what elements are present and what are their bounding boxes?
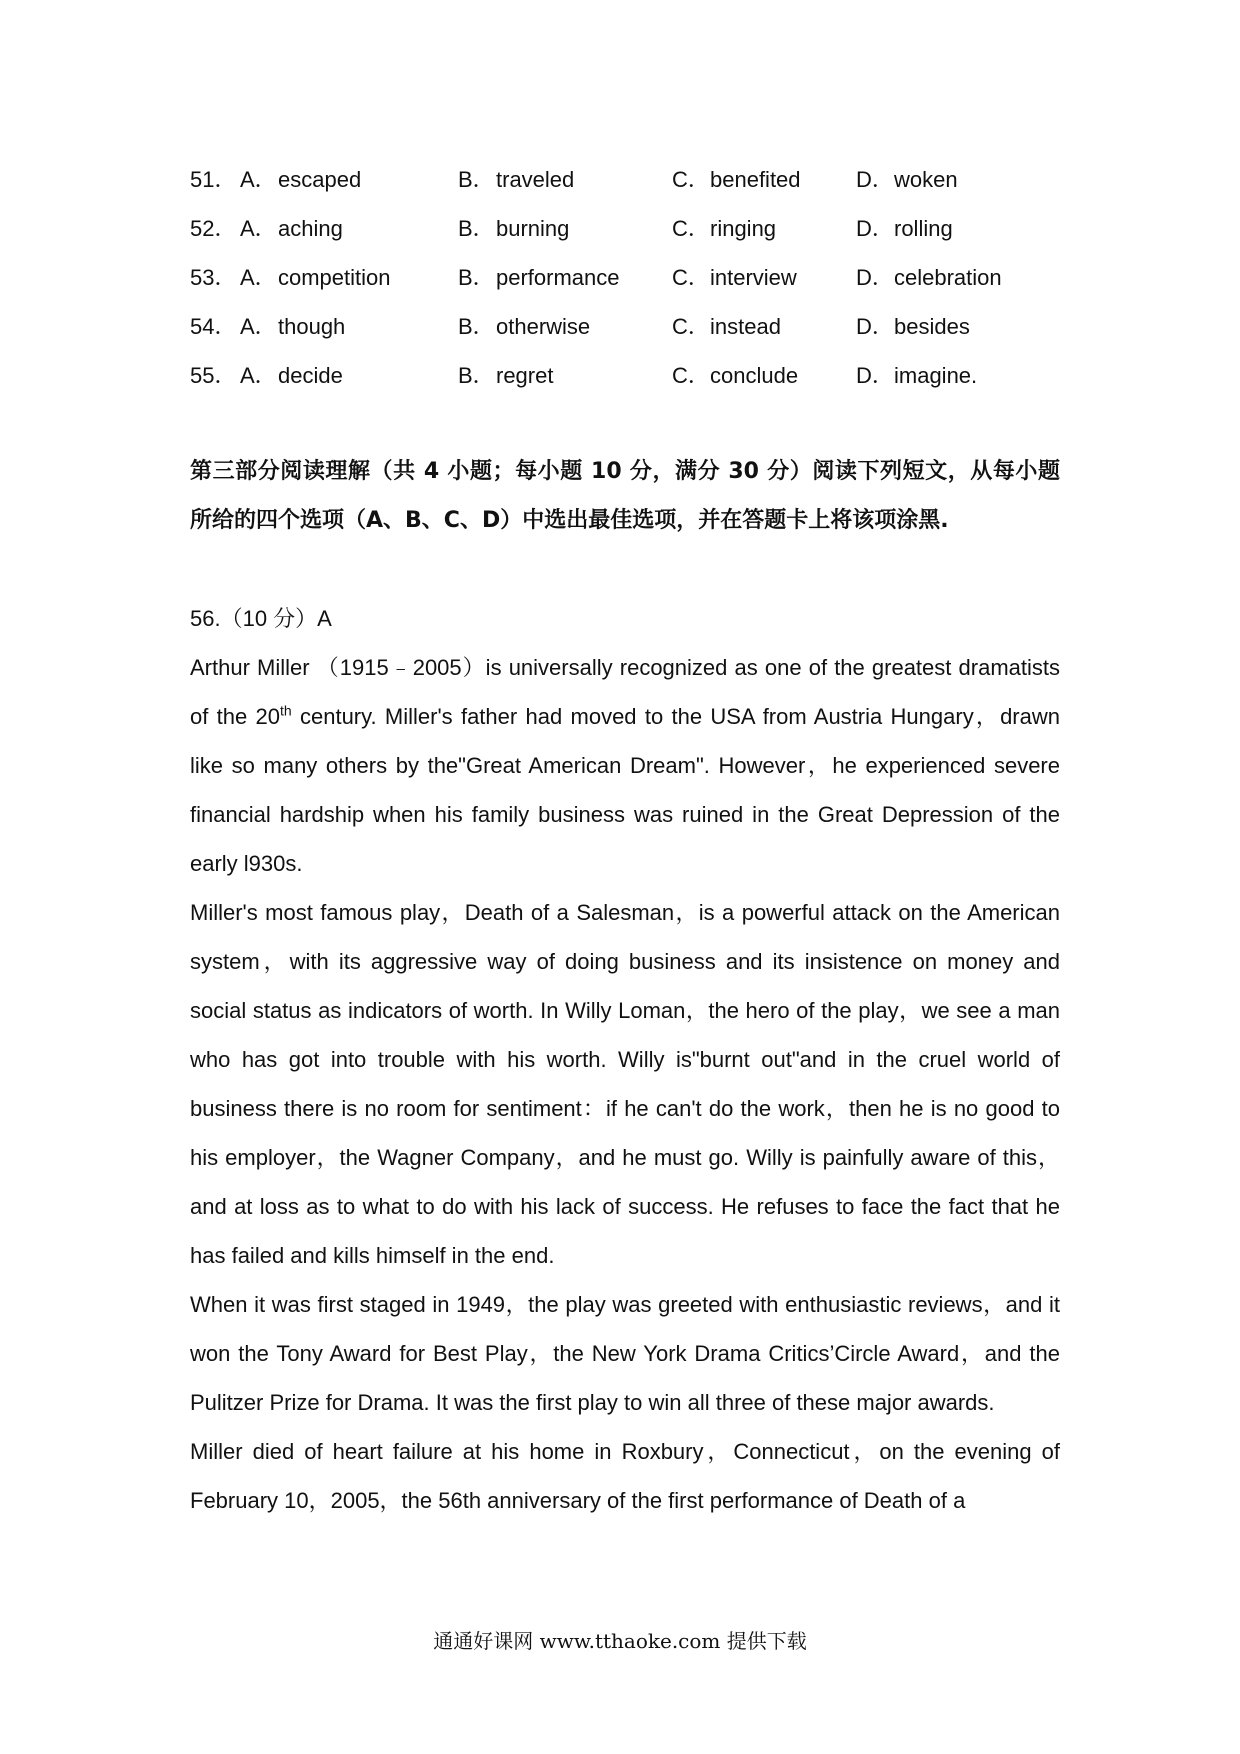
passage-paragraph-4: Miller died of heart failure at his home in Roxbury，Connecticut，on the evening of February 10，2005，the 56th anniversary of the first performance of Death of a [190, 1439, 1060, 1513]
option-c [672, 204, 776, 253]
option-text: otherwise [496, 314, 591, 339]
section-heading: 第三部分阅读理解（共 4 小题；每小题 10 分，满分 30 分）阅读下列短文，从每小题所给的四个选项（A、B、C、D）中选出最佳选项，并在答题卡上将该项涂黑. [190, 459, 1060, 533]
option-b [458, 204, 569, 253]
option-c [672, 253, 797, 302]
option-text: interview [710, 265, 797, 290]
option-b [458, 351, 553, 400]
option-text: besides [894, 314, 970, 339]
question-number: 52． [190, 216, 237, 241]
question-number: 54． [190, 314, 237, 339]
choice-row [190, 204, 1090, 253]
option-letter: C． [672, 363, 710, 388]
option-text: imagine. [894, 363, 978, 388]
reading-passage [190, 643, 1060, 1525]
paragraph-text: Arthur Miller （1915﹣2005）is universally recognized as one of the greatest dramatists of the 20 [190, 655, 1060, 729]
option-letter: A． [240, 167, 277, 192]
choice-row [190, 155, 1090, 204]
option-letter: D． [856, 314, 894, 339]
option-text: escaped [278, 167, 362, 192]
option-a [240, 204, 343, 253]
option-text: woken [894, 167, 958, 192]
option-d [856, 204, 953, 253]
passage-paragraph-2: Miller's most famous play，Death of a Salesman，is a powerful attack on the American system，with its aggressive way of doing business and its insistence on money and social status as indicators of worth. In Willy Loman，the hero of the play，we see a man who has got into trouble with his worth. Willy is"burnt out"and in the cruel world of business there is no room for sentiment：if he can't do the work，then he is no good to his employer，the Wagner Company，and he must go. Willy is painfully aware of this，and at loss as to what to do with his lack of success. He refuses to face the fact that he has failed and kills himself in the end. [190, 900, 1060, 1268]
question-number: 51． [190, 167, 237, 192]
option-letter: C． [672, 265, 710, 290]
choice-row [190, 351, 1090, 400]
option-b [458, 302, 590, 351]
option-letter: A． [240, 265, 277, 290]
option-b [458, 253, 620, 302]
option-c [672, 155, 801, 204]
superscript-th: th [280, 702, 292, 719]
option-letter: B． [458, 363, 495, 388]
option-d [856, 155, 958, 204]
page-footer: 通通好课网 www.tthaoke.com 提供下载 [433, 1629, 807, 1653]
option-a [240, 351, 343, 400]
option-letter: D． [856, 216, 894, 241]
option-letter: B． [458, 167, 495, 192]
option-letter: A． [240, 363, 277, 388]
option-letter: D． [856, 265, 894, 290]
option-text: traveled [496, 167, 575, 192]
option-letter: C． [672, 167, 710, 192]
option-text: aching [278, 216, 343, 241]
question-header: 56.（10 分）A [190, 606, 332, 631]
option-text: burning [496, 216, 570, 241]
option-letter: C． [672, 216, 710, 241]
option-letter: C． [672, 314, 710, 339]
passage-paragraph-1 [190, 643, 1060, 888]
option-letter: A． [240, 216, 277, 241]
option-text: regret [496, 363, 554, 388]
option-text: though [278, 314, 346, 339]
paragraph-text: century. Miller's father had moved to the USA from Austria Hungary，drawn like so many others by the"Great American Dream". However，he experienced severe financial hardship when his family business was ruined in the Great Depression of the early l930s. [190, 704, 1060, 876]
option-text: ringing [710, 216, 777, 241]
option-c [672, 302, 781, 351]
option-text: celebration [894, 265, 1002, 290]
option-a [240, 253, 391, 302]
option-letter: D． [856, 363, 894, 388]
passage-paragraph-3: When it was first staged in 1949，the play was greeted with enthusiastic reviews，and it won the Tony Award for Best Play，the New York Drama Critics’Circle Award，and the Pulitzer Prize for Drama. It was the first play to win all three of these major awards. [190, 1292, 1060, 1415]
question-number: 53． [190, 265, 237, 290]
option-a [240, 155, 361, 204]
option-text: conclude [710, 363, 799, 388]
option-d [856, 351, 977, 400]
option-c [672, 351, 798, 400]
option-b [458, 155, 574, 204]
option-letter: B． [458, 265, 495, 290]
option-d [856, 302, 970, 351]
option-a [240, 302, 345, 351]
question-number: 55． [190, 363, 237, 388]
option-letter: A． [240, 314, 277, 339]
option-letter: D． [856, 167, 894, 192]
choices-table [190, 155, 1090, 400]
option-text: decide [278, 363, 343, 388]
option-text: performance [496, 265, 620, 290]
option-d [856, 253, 1002, 302]
option-text: instead [710, 314, 781, 339]
option-text: benefited [710, 167, 801, 192]
choice-row [190, 302, 1090, 351]
option-text: rolling [894, 216, 953, 241]
option-text: competition [278, 265, 391, 290]
option-letter: B． [458, 216, 495, 241]
choice-row [190, 253, 1090, 302]
option-letter: B． [458, 314, 495, 339]
